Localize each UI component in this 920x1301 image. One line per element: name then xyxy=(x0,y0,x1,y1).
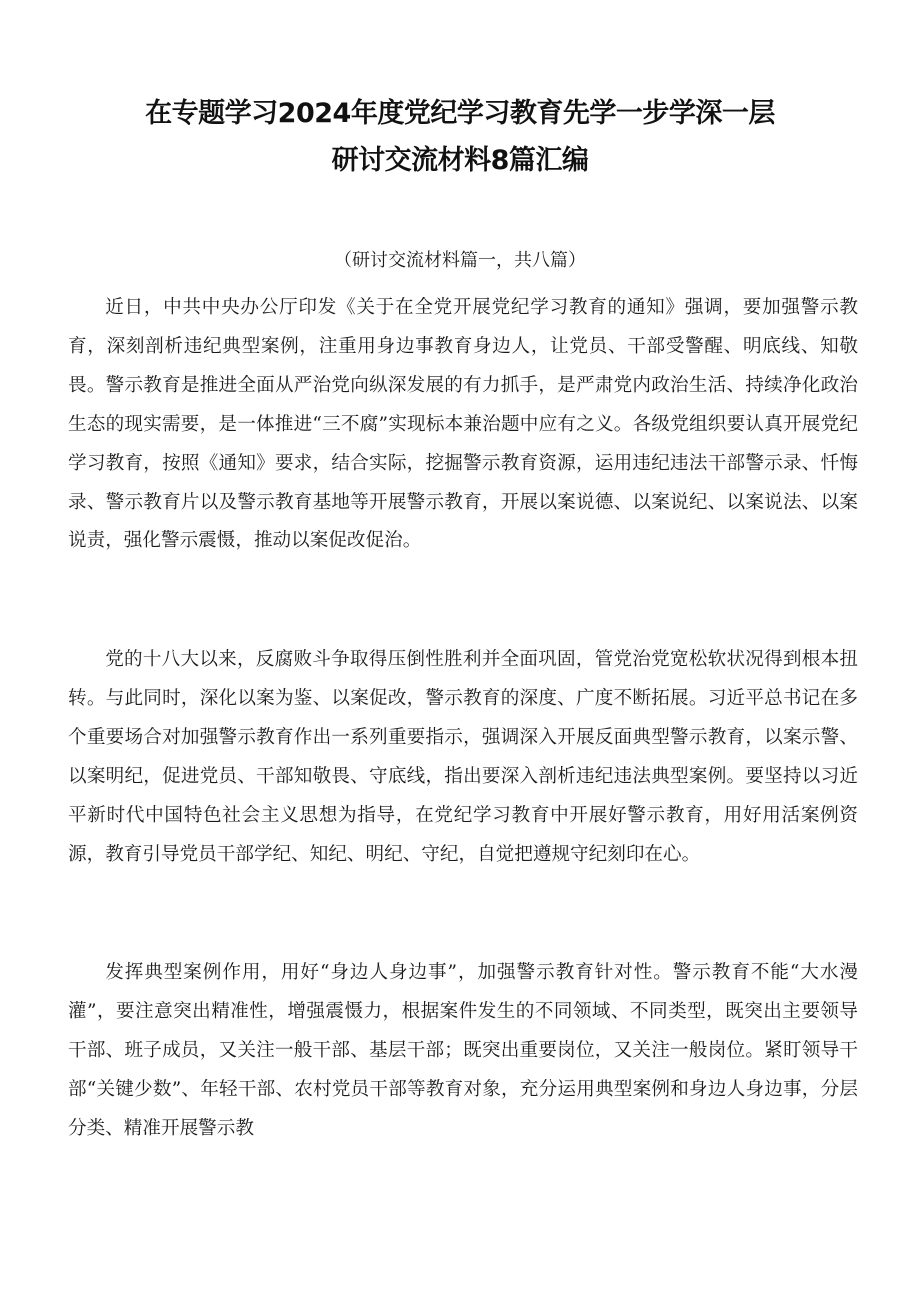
document-title-line-1: 在专题学习2024年度党纪学习教育先学一步学深一层 xyxy=(145,98,775,129)
paragraph-2: 党的十八大以来，反腐败斗争取得压倒性胜利并全面巩固，管党治党宽松软状况得到根本扭转。与此同时，深化以案为鉴、以案促改，警示教育的深度、广度不断拓展。习近平总书记在多个重要场合对加强警示教育作出一系列重要指示，强调深入开展反面典型警示教育，以案示警、以案明纪，促进党员、干部知敬畏、守底线，指出要深入剖析违纪违法典型案例。要坚持以习近平新时代中国特色社会主义思想为指导，在党纪学习教育中开展好警示教育，用好用活案例资源，教育引导党员干部学纪、知纪、明纪、守纪，自觉把遵规守纪刻印在心。 xyxy=(68,649,858,865)
document-subtitle: （研讨交流材料篇一，共八篇） xyxy=(334,250,586,271)
document-title-line-2: 研讨交流材料8篇汇编 xyxy=(331,145,589,176)
paragraph-3: 发挥典型案例作用，用好“身边人身边事”，加强警示教育针对性。警示教育不能“大水漫灌”，要注意突出精准性，增强震慑力，根据案件发生的不同领域、不同类型，既突出主要领导干部、班子成员，又关注一般干部、基层干部；既突出重要岗位，又关注一般岗位。紧盯领导干部“关键少数”、年轻干部、农村党员干部等教育对象，充分运用典型案例和身边人身边事，分层分类、精准开展警示教 xyxy=(68,962,858,1139)
paragraph-1: 近日，中共中央办公厅印发《关于在全党开展党纪学习教育的通知》强调，要加强警示教育，深刻剖析违纪典型案例，注重用身边事教育身边人，让党员、干部受警醒、明底线、知敬畏。警示教育是推进全面从严治党向纵深发展的有力抓手，是严肃党内政治生活、持续净化政治生态的现实需要，是一体推进“三不腐”实现标本兼治题中应有之义。各级党组织要认真开展党纪学习教育，按照《通知》要求，结合实际，挖掘警示教育资源，运用违纪违法干部警示录、忏悔录、警示教育片以及警示教育基地等开展警示教育，开展以案说德、以案说纪、以案说法、以案说责，强化警示震慑，推动以案促改促治。 xyxy=(68,297,858,552)
